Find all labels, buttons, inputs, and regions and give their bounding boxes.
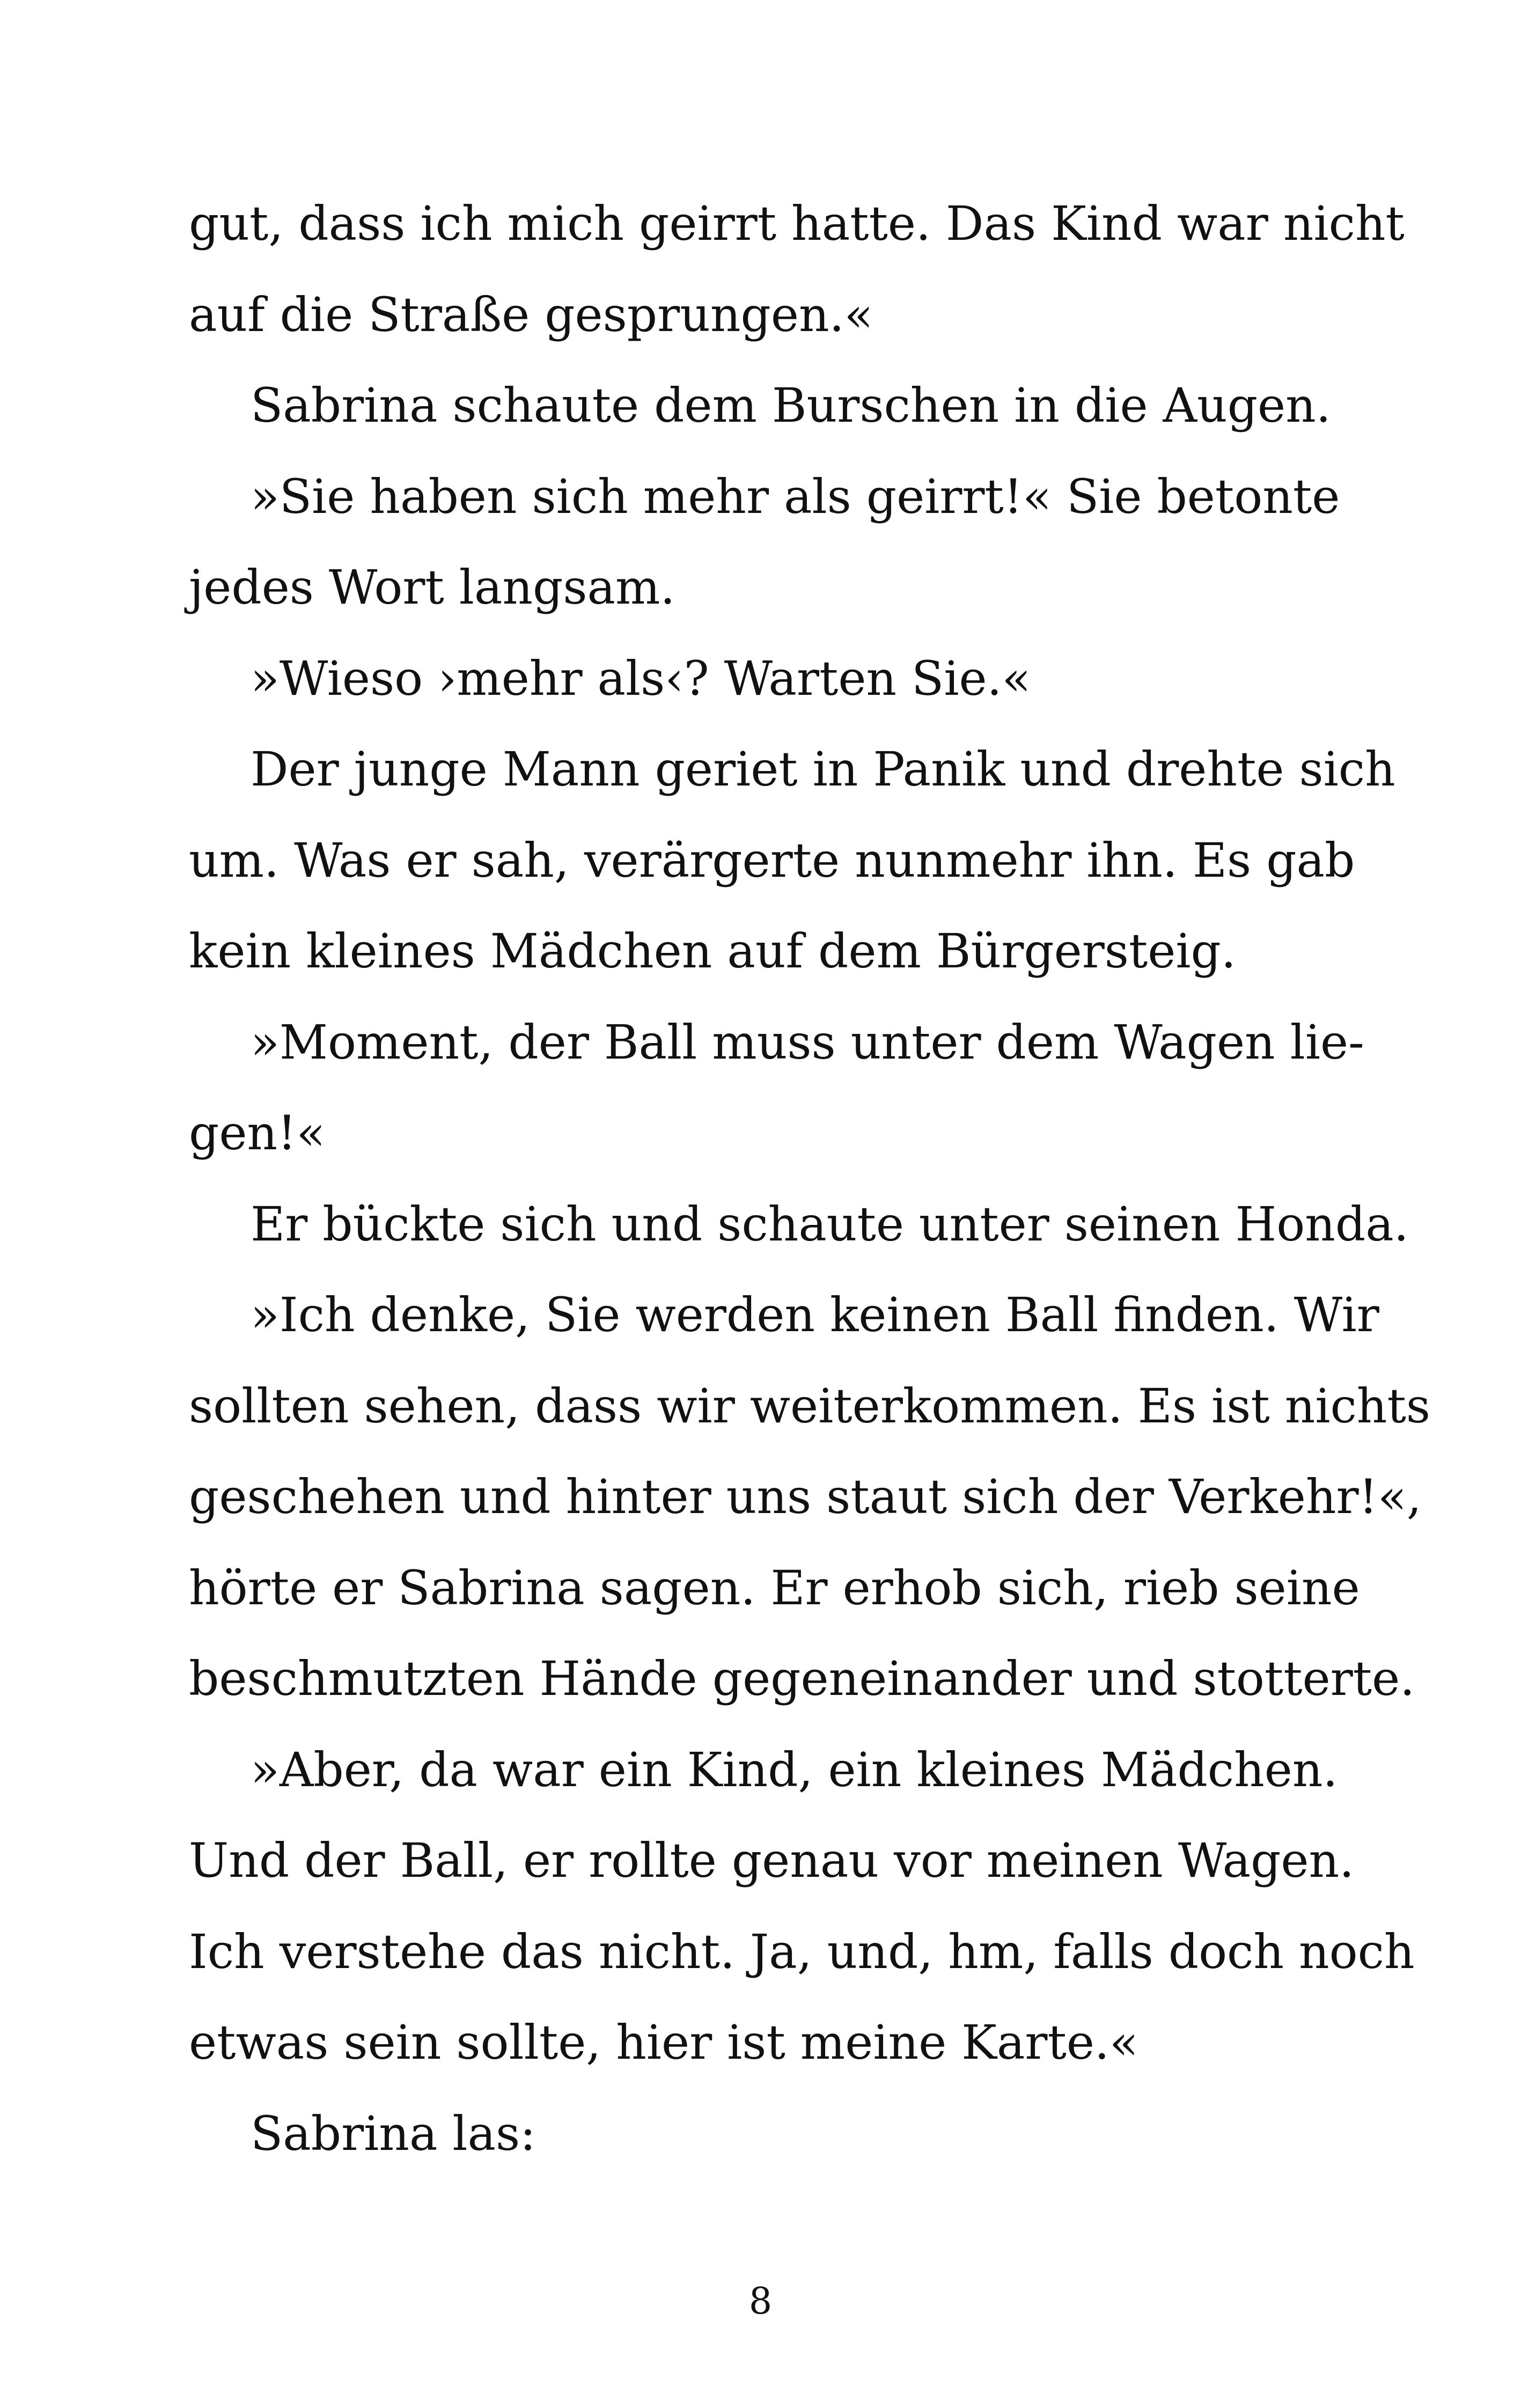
text-line: Er bückte sich und schaute unter seinen Honda.: [251, 1196, 1409, 1252]
text-line: gen!«: [189, 1105, 326, 1161]
text-line: Ich verstehe das nicht. Ja, und, hm, falls doch noch: [189, 1924, 1415, 1979]
text-line: Der junge Mann geriet in Panik und drehte sich: [251, 742, 1395, 797]
text-line: Sabrina las:: [251, 2105, 536, 2161]
text-line: Sabrina schaute dem Burschen in die Augen.: [251, 378, 1331, 433]
text-line: auf die Straße gesprungen.«: [189, 287, 873, 342]
page-number: 8: [748, 2280, 773, 2323]
text-line: etwas sein sollte, hier ist meine Karte.«: [189, 2015, 1138, 2070]
text-line: hörte er Sabrina sagen. Er erhob sich, rieb seine: [189, 1560, 1360, 1616]
text-line: kein kleines Mädchen auf dem Bürgersteig.: [189, 923, 1236, 979]
text-line: beschmutzten Hände gegeneinander und stotterte.: [189, 1651, 1415, 1706]
text-line: »Aber, da war ein Kind, ein kleines Mädchen.: [251, 1742, 1338, 1797]
text-line: geschehen und hinter uns staut sich der Verkehr!«,: [189, 1469, 1422, 1524]
text-line: um. Was er sah, verärgerte nunmehr ihn. Es gab: [189, 832, 1355, 888]
text-line: jedes Wort langsam.: [189, 560, 675, 615]
text-line: »Wieso ›mehr als‹? Warten Sie.«: [251, 650, 1031, 706]
text-line: Und der Ball, er rollte genau vor meinen Wagen.: [189, 1833, 1355, 1888]
text-line: sollten sehen, dass wir weiterkommen. Es ist nichts: [189, 1378, 1430, 1434]
body-text: [189, 178, 1430, 2179]
text-line: »Ich denke, Sie werden keinen Ball finden. Wir: [251, 1287, 1379, 1342]
text-line: gut, dass ich mich geirrt hatte. Das Kind war nicht: [189, 196, 1405, 251]
text-line: »Moment, der Ball muss unter dem Wagen lie-: [251, 1014, 1364, 1070]
text-line: »Sie haben sich mehr als geirrt!« Sie betonte: [251, 468, 1340, 524]
